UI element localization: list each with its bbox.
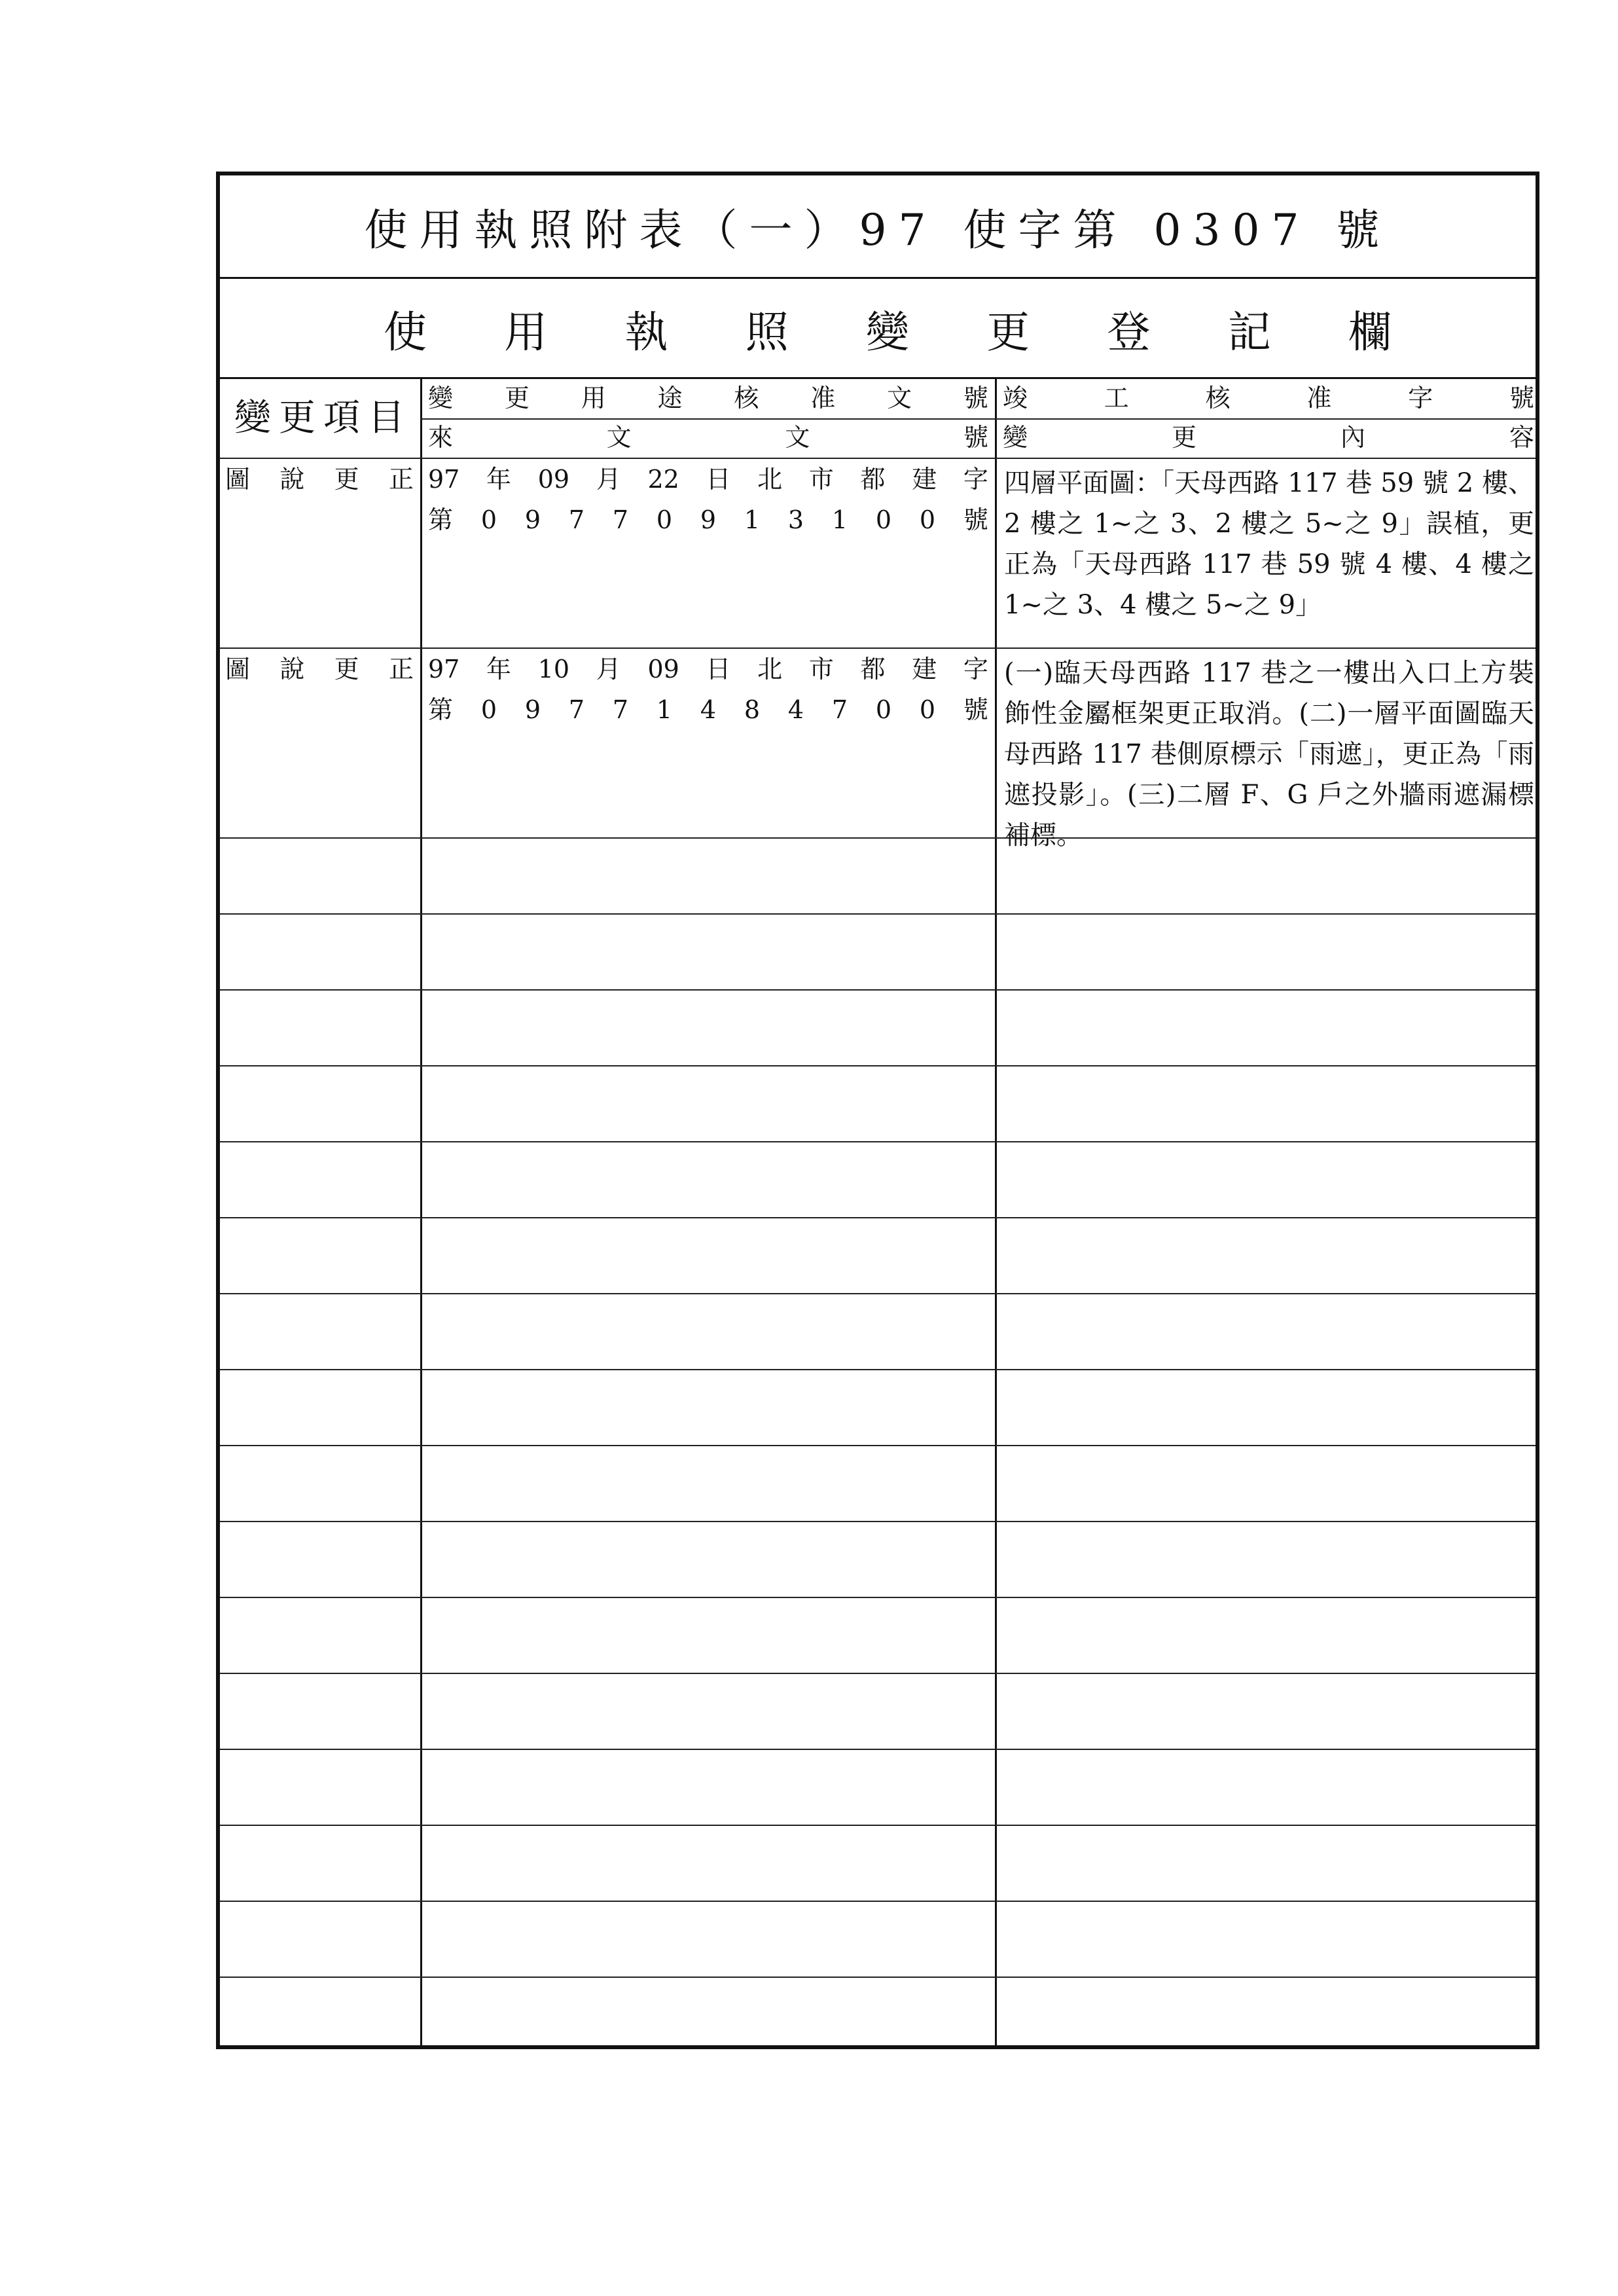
header-char: 容 [1509, 423, 1534, 452]
item-char: 說 [279, 465, 305, 494]
date-part: 22 [647, 465, 679, 494]
row2-doc-number [428, 691, 988, 730]
number-part: 4 [787, 695, 804, 724]
date-part: 都 [860, 655, 886, 683]
header-char: 號 [963, 423, 988, 452]
date-part: 市 [808, 655, 834, 683]
header-change-item-label: 變更項目 [234, 397, 412, 439]
header-char: 文 [785, 423, 810, 452]
header-char: 文 [606, 423, 632, 452]
header-char: 文 [887, 384, 912, 412]
date-part: 日 [706, 655, 731, 683]
date-part: 月 [596, 655, 621, 683]
date-part: 市 [808, 465, 834, 494]
row2-change-item [225, 650, 414, 689]
date-part: 97 [428, 655, 460, 683]
row-divider [220, 837, 1536, 839]
number-part: 0 [919, 695, 936, 724]
date-part: 北 [757, 465, 783, 494]
number-part: 8 [744, 695, 761, 724]
column-divider [995, 379, 997, 2045]
number-part: 第 [428, 695, 454, 724]
row-divider [220, 1673, 1536, 1674]
row-divider [220, 1293, 1536, 1294]
subtitle-char: 照 [745, 306, 789, 357]
header-char: 准 [1306, 384, 1332, 412]
date-part: 年 [486, 655, 512, 683]
date-part: 字 [963, 465, 988, 494]
date-part: 建 [912, 655, 937, 683]
row-divider [220, 1369, 1536, 1370]
change-record-table [220, 379, 1536, 2045]
row-divider [220, 1597, 1536, 1598]
header-char: 內 [1340, 423, 1365, 452]
header-char: 號 [963, 384, 988, 412]
header-char: 變 [428, 384, 454, 412]
date-part: 建 [912, 465, 937, 494]
date-part: 日 [706, 465, 731, 494]
number-part: 0 [875, 695, 892, 724]
license-appendix-form [216, 172, 1539, 2049]
date-part: 都 [860, 465, 886, 494]
item-char: 更 [334, 655, 359, 683]
date-part: 年 [486, 465, 512, 494]
number-part: 7 [831, 695, 848, 724]
item-char: 正 [388, 465, 414, 494]
row-divider [220, 1901, 1536, 1902]
header-char: 號 [1509, 384, 1534, 412]
item-char: 圖 [225, 655, 251, 683]
item-char: 圖 [225, 465, 251, 494]
number-part: 1 [656, 695, 673, 724]
header-change-content [1003, 418, 1534, 458]
number-part: 第 [428, 505, 454, 534]
row-divider [220, 1977, 1536, 1978]
date-part: 09 [647, 655, 679, 683]
header-char: 途 [657, 384, 683, 412]
number-part: 0 [656, 505, 673, 534]
date-part: 10 [537, 655, 570, 683]
item-char: 正 [388, 655, 414, 683]
subtitle-char: 變 [866, 306, 909, 357]
number-part: 3 [787, 505, 804, 534]
item-char: 說 [279, 655, 305, 683]
number-part: 4 [700, 695, 717, 724]
row-divider [220, 1521, 1536, 1522]
number-part: 0 [480, 505, 497, 534]
number-part: 1 [744, 505, 761, 534]
subtitle-char: 執 [624, 306, 668, 357]
header-char: 來 [428, 423, 454, 452]
number-part: 9 [700, 505, 717, 534]
header-char: 字 [1408, 384, 1433, 412]
row-divider [220, 1217, 1536, 1218]
date-part: 月 [596, 465, 621, 494]
number-part: 7 [568, 695, 585, 724]
header-char: 准 [810, 384, 836, 412]
date-part: 北 [757, 655, 783, 683]
row1-approval-date [428, 460, 988, 500]
header-char: 竣 [1003, 384, 1028, 412]
number-part: 9 [524, 505, 541, 534]
header-completion-approval [1003, 379, 1534, 418]
row-divider [220, 1445, 1536, 1446]
subtitle-char: 欄 [1348, 306, 1392, 357]
number-part: 7 [612, 695, 629, 724]
row-divider [220, 913, 1536, 915]
header-char: 變 [1003, 423, 1028, 452]
row-divider [220, 1065, 1536, 1066]
number-part: 0 [919, 505, 936, 534]
number-part: 0 [875, 505, 892, 534]
subtitle-char: 使 [384, 306, 427, 357]
form-title: 使用執照附表（一）97 使字第 0307 號 [220, 175, 1536, 279]
form-subtitle [220, 279, 1536, 379]
subtitle-char: 用 [504, 306, 548, 357]
row1-change-content: 四層平面圖：「天母西路 117 巷 59 號 2 樓、2 樓之 1~之 3、2 樓之 5~之 9」誤植，更正為「天母西路 117 巷 59 號 4 樓、4 樓之 1~之 3、4 樓之 5~之 9」 [1004, 468, 1534, 620]
number-part: 0 [480, 695, 497, 724]
header-char: 工 [1104, 384, 1129, 412]
column-divider [420, 379, 422, 2045]
row1-doc-number [428, 501, 988, 540]
row-divider [220, 989, 1536, 991]
subtitle-char: 登 [1107, 306, 1151, 357]
item-char: 更 [334, 465, 359, 494]
row2-approval-date [428, 650, 988, 689]
header-approval-doc [428, 379, 988, 418]
date-part: 97 [428, 465, 460, 494]
number-part: 號 [963, 505, 988, 534]
subtitle-char: 記 [1227, 306, 1271, 357]
row-divider [220, 1825, 1536, 1826]
row2-change-content: (一)臨天母西路 117 巷之一樓出入口上方裝飾性金屬框架更正取消。(二)一層平面圖臨天母西路 117 巷側原標示「雨遮」，更正為「雨遮投影」。(三)二層 F、G 戶之外牆雨遮漏標補標。 [1004, 658, 1534, 850]
header-char: 更 [1171, 423, 1196, 452]
header-char: 核 [734, 384, 759, 412]
row1-change-item [225, 460, 414, 500]
number-part: 1 [831, 505, 848, 534]
number-part: 7 [568, 505, 585, 534]
header-incoming-doc [428, 418, 988, 458]
header-char: 用 [581, 384, 606, 412]
number-part: 7 [612, 505, 629, 534]
date-part: 字 [963, 655, 988, 683]
number-part: 號 [963, 695, 988, 724]
header-change-item [220, 379, 420, 458]
subtitle-char: 更 [986, 306, 1030, 357]
date-part: 09 [537, 465, 570, 494]
header-char: 更 [504, 384, 530, 412]
row-divider [220, 1749, 1536, 1750]
row-divider [220, 1141, 1536, 1142]
header-char: 核 [1205, 384, 1231, 412]
number-part: 9 [524, 695, 541, 724]
